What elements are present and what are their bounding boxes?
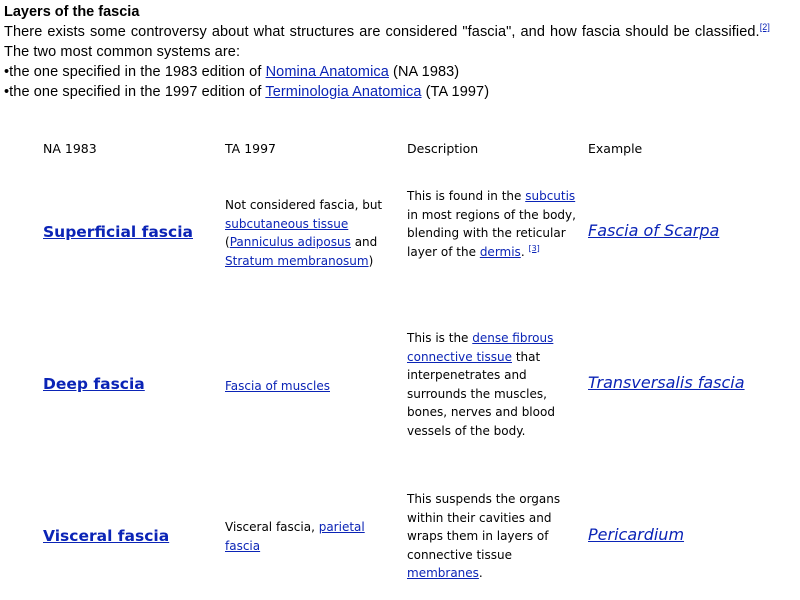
fascia-of-muscles-link[interactable]: Fascia of muscles: [225, 379, 330, 393]
ta-text: ): [368, 253, 374, 268]
transversalis-fascia-link[interactable]: Transversalis fascia: [588, 373, 745, 392]
deep-fascia-link[interactable]: Deep fascia: [43, 375, 145, 393]
header-na-1983: NA 1983: [43, 141, 97, 156]
ta-text: Visceral fascia,: [225, 520, 319, 534]
na-cell: [43, 375, 213, 395]
bullet-text-end: (TA 1997): [421, 84, 490, 100]
bullet-item: [4, 62, 770, 82]
intro-paragraph: [4, 22, 770, 62]
description-cell: [407, 329, 585, 440]
bullet-text: •the one specified in the 1997 edition of: [4, 84, 266, 100]
reference-link-3[interactable]: [3]: [528, 243, 540, 253]
section-title: Layers of the fascia: [4, 4, 140, 20]
superficial-fascia-link[interactable]: Superficial fascia: [43, 223, 193, 241]
ta-text: Not considered fascia, but: [225, 198, 383, 212]
ta-text: and: [350, 235, 378, 249]
na-cell: [43, 527, 213, 547]
parietal-fascia-link[interactable]: parietal fascia: [225, 520, 365, 553]
dense-fibrous-connective-tissue-link[interactable]: dense fibrous connective tissue: [407, 331, 554, 364]
bullet-text: •the one specified in the 1983 edition of: [4, 64, 266, 80]
panniculus-adiposus-link[interactable]: Panniculus adiposus: [229, 235, 351, 249]
dermis-link[interactable]: dermis: [479, 244, 521, 259]
stratum-membranosum-link[interactable]: Stratum membranosum: [225, 253, 369, 268]
ta-cell: [225, 196, 397, 270]
pericardium-link[interactable]: Pericardium: [588, 525, 685, 544]
bullet-item: [4, 82, 770, 102]
intro-text: There exists some controversy about what structures are considered "fascia", and how fascia should be classified.: [4, 24, 760, 40]
membranes-link[interactable]: membranes: [407, 566, 479, 580]
desc-text: in most regions of the body, blending with the reticular layer of the: [407, 207, 576, 259]
ta-cell: [225, 377, 397, 396]
fascia-of-scarpa-link[interactable]: Fascia of Scarpa: [588, 221, 720, 240]
header-description: Description: [407, 141, 479, 156]
desc-text: This is the: [407, 331, 473, 345]
na-cell: [43, 223, 213, 243]
intro-section: [4, 2, 770, 102]
header-ta-1997: TA 1997: [225, 141, 277, 156]
example-cell: [588, 526, 798, 546]
description-cell: [407, 490, 585, 583]
visceral-fascia-link[interactable]: Visceral fascia: [43, 527, 170, 545]
terminologia-anatomica-link[interactable]: Terminologia Anatomica: [265, 84, 422, 100]
intro-text-cont: The two most common systems are:: [4, 44, 241, 60]
nomina-anatomica-link[interactable]: Nomina Anatomica: [265, 64, 389, 80]
reference-link-2[interactable]: [2]: [759, 22, 770, 32]
example-cell: [588, 222, 798, 242]
desc-text: .: [520, 244, 525, 259]
desc-text: This is found in the: [407, 189, 526, 203]
subcutis-link[interactable]: subcutis: [525, 189, 576, 203]
description-cell: [407, 187, 585, 261]
desc-text: that interpenetrates and surrounds the muscles, bones, nerves and blood vessels of the body.: [407, 349, 555, 438]
ta-cell: [225, 518, 397, 555]
bullet-text-end: (NA 1983): [388, 64, 460, 80]
subcutaneous-tissue-link[interactable]: subcutaneous tissue: [225, 216, 349, 231]
ta-text: (: [225, 235, 230, 249]
header-example: Example: [588, 141, 643, 156]
example-cell: [588, 374, 798, 394]
desc-text: This suspends the organs within their cavities and wraps them in layers of connective tissue: [407, 492, 561, 562]
desc-text: .: [478, 566, 483, 580]
